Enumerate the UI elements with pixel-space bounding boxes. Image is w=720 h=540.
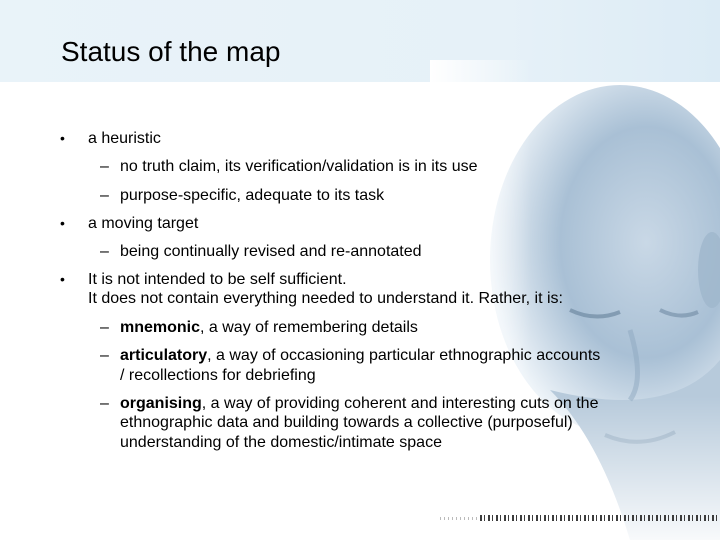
bullet-marker: • bbox=[60, 271, 65, 287]
subpoint-truth-claim: no truth claim, its verification/validation is in its use bbox=[120, 158, 478, 175]
subpoint-articulatory-desc: , a way of occasioning particular ethnographic accounts bbox=[207, 347, 601, 364]
subpoint-mnemonic-desc: , a way of remembering details bbox=[200, 319, 418, 336]
slide-title: Status of the map bbox=[61, 36, 281, 67]
dash-marker: – bbox=[100, 243, 109, 260]
subpoint-continually-revised: being continually revised and re-annotated bbox=[120, 243, 422, 260]
footer-dash-fade bbox=[440, 517, 480, 520]
subpoint-mnemonic bbox=[120, 319, 418, 336]
term-articulatory: articulatory bbox=[120, 347, 208, 364]
subpoint-organising bbox=[120, 395, 598, 412]
subpoint-organising-desc: , a way of providing coherent and interesting cuts on the bbox=[201, 395, 599, 412]
point-not-self-sufficient: It is not intended to be self sufficient. bbox=[88, 271, 347, 288]
subpoint-articulatory bbox=[120, 347, 600, 364]
point-heuristic: a heuristic bbox=[88, 130, 161, 147]
subpoint-articulatory-line2: / recollections for debriefing bbox=[120, 367, 316, 384]
point-moving-target: a moving target bbox=[88, 215, 199, 232]
bullet-marker: • bbox=[60, 215, 65, 231]
dash-marker: – bbox=[100, 187, 109, 204]
footer-barcode-dashes bbox=[480, 515, 720, 521]
subpoint-organising-line3: understanding of the domestic/intimate space bbox=[120, 434, 442, 451]
dash-marker: – bbox=[100, 158, 109, 175]
bullet-marker: • bbox=[60, 130, 65, 146]
point-not-self-sufficient-line2: It does not contain everything needed to understand it. Rather, it is: bbox=[88, 290, 563, 307]
term-organising: organising bbox=[120, 395, 202, 412]
dash-marker: – bbox=[100, 319, 109, 336]
subpoint-purpose-specific: purpose-specific, adequate to its task bbox=[120, 187, 385, 204]
dash-marker: – bbox=[100, 395, 109, 412]
term-mnemonic: mnemonic bbox=[120, 319, 201, 336]
subpoint-organising-line2: ethnographic data and building towards a collective (purposeful) bbox=[120, 414, 573, 431]
dash-marker: – bbox=[100, 347, 109, 364]
